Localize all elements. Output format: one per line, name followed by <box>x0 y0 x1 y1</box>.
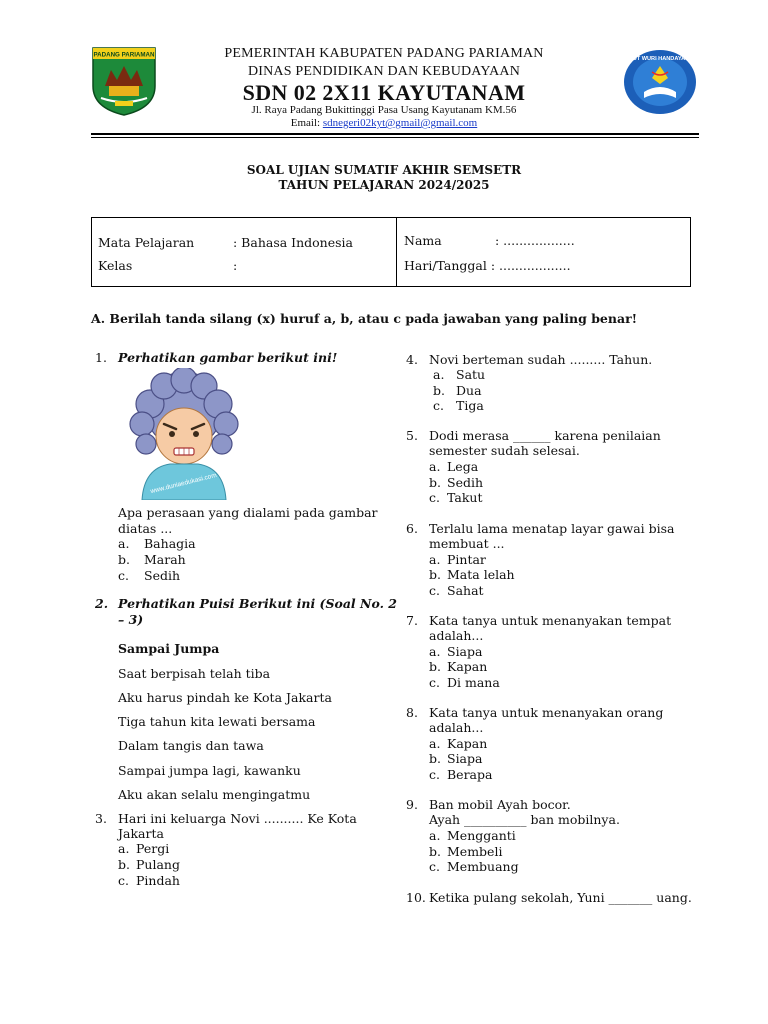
email-label: Email: <box>290 117 323 129</box>
question-number: 1. <box>95 350 107 365</box>
option-text: Mata lelah <box>447 567 515 582</box>
class-label: Kelas <box>98 258 133 273</box>
option-text: Pintar <box>447 552 486 567</box>
poem-line: Aku harus pindah ke Kota Jakarta <box>118 690 332 705</box>
academic-year: TAHUN PELAJARAN 2024/2025 <box>278 178 490 192</box>
question-text-line1: Perhatikan Puisi Berikut ini (Soal No. 2 <box>118 596 397 611</box>
option-letter: b. <box>429 659 441 674</box>
question-text-line1: Kata tanya untuk menanyakan tempat <box>429 613 672 628</box>
question-text: Perhatikan gambar berikut ini! <box>118 350 338 365</box>
name-value: : .................. <box>495 233 575 248</box>
image-watermark: www.duniaedukasi.com <box>149 471 218 496</box>
option-text: Di mana <box>447 675 500 690</box>
question-1-prompt <box>118 505 378 536</box>
question-number: 10. <box>406 890 426 905</box>
option-letter: b. <box>429 844 441 859</box>
question-text-line2: Jakarta <box>118 826 164 841</box>
question-number: 8. <box>406 705 418 720</box>
question-number: 3. <box>95 811 107 826</box>
question-text: Ketika pulang sekolah, Yuni _______ uang. <box>429 890 692 905</box>
poem-line: Saat berpisah telah tiba <box>118 666 271 681</box>
question-text-line1: Kata tanya untuk menanyakan orang <box>429 705 664 720</box>
info-box-divider <box>396 218 397 286</box>
poem-line: Aku akan selalu mengingatmu <box>118 787 311 802</box>
question-text-line2: semester sudah selesai. <box>429 443 580 458</box>
government-name: PEMERINTAH KABUPATEN PADANG PARIAMAN <box>224 46 544 61</box>
option-letter: b. <box>118 552 130 567</box>
option-text: Siapa <box>447 751 483 766</box>
section-a-instruction: A. Berilah tanda silang (x) huruf a, b, atau c pada jawaban yang paling benar! <box>91 311 638 326</box>
option-letter: a. <box>429 552 441 567</box>
school-email-line <box>0 117 768 129</box>
option-letter: c. <box>429 583 440 598</box>
letterhead-rule-thin <box>91 137 699 138</box>
option-text: Dua <box>456 383 482 398</box>
option-letter: c. <box>429 767 440 782</box>
question-number: 4. <box>406 352 418 367</box>
option-letter: a. <box>429 459 441 474</box>
poem-line: Dalam tangis dan tawa <box>118 738 264 753</box>
question-text-line1: Terlalu lama menatap layar gawai bisa <box>429 521 675 536</box>
angry-child-illustration <box>120 368 248 500</box>
question-text-line1: Dodi merasa ______ karena penilaian <box>429 428 661 443</box>
option-letter: c. <box>429 859 440 874</box>
option-text: Sedih <box>144 568 181 583</box>
date-label: Hari/Tanggal : .................. <box>404 258 571 273</box>
option-text: Sedih <box>447 475 484 490</box>
option-text: Membuang <box>447 859 519 874</box>
student-info-box <box>91 217 691 287</box>
regency-logo-text: PADANG PARIAMAN <box>93 51 155 59</box>
exam-title: SOAL UJIAN SUMATIF AKHIR SEMSETR <box>246 163 522 177</box>
option-text: Membeli <box>447 844 503 859</box>
question-text-line2: adalah... <box>429 720 484 735</box>
option-text: Marah <box>144 552 186 567</box>
question-number: 5. <box>406 428 418 443</box>
option-text: Mengganti <box>447 828 516 843</box>
option-letter: c. <box>433 398 444 413</box>
poem-line: Sampai jumpa lagi, kawanku <box>118 763 301 778</box>
option-text: Satu <box>456 367 486 382</box>
tut-wuri-logo-text: TUT WURI HANDAYANI <box>629 56 691 62</box>
option-text: Berapa <box>447 767 493 782</box>
option-letter: a. <box>429 644 441 659</box>
question-text-line2: membuat ... <box>429 536 505 551</box>
school-address: Jl. Raya Padang Bukittinggi Pasa Usang Kayutanam KM.56 <box>251 104 517 116</box>
question-text-line1: Hari ini keluarga Novi .......... Ke Kota <box>118 811 357 826</box>
question-text-line2: Ayah __________ ban mobilnya. <box>429 812 620 827</box>
school-name: SDN 02 2X11 KAYUTANAM <box>242 80 526 105</box>
question-number: 7. <box>406 613 418 628</box>
option-text: Kapan <box>447 736 488 751</box>
subject-value: : Bahasa Indonesia <box>233 235 353 250</box>
option-letter: b. <box>118 857 130 872</box>
option-letter: a. <box>118 536 130 551</box>
option-text: Siapa <box>447 644 483 659</box>
option-text: Tiga <box>456 398 484 413</box>
option-text: Pulang <box>136 857 180 872</box>
question-1-prompt-line1: Apa perasaan yang dialami pada gambar <box>118 505 378 520</box>
option-letter: a. <box>433 367 445 382</box>
question-text-line1: Ban mobil Ayah bocor. <box>429 797 571 812</box>
option-letter: a. <box>429 736 441 751</box>
poem-line: Tiga tahun kita lewati bersama <box>118 714 316 729</box>
email-link[interactable]: sdnegeri02kyt@gmail@gmail.com <box>322 117 478 129</box>
option-text: Bahagia <box>144 536 196 551</box>
option-text: Takut <box>447 490 483 505</box>
option-letter: c. <box>118 873 129 888</box>
question-number: 9. <box>406 797 418 812</box>
option-text: Pergi <box>136 841 170 856</box>
option-letter: b. <box>429 567 441 582</box>
letterhead-rule-thick <box>91 133 699 135</box>
question-text: Novi berteman sudah ......... Tahun. <box>429 352 653 367</box>
poem-title: Sampai Jumpa <box>118 641 220 656</box>
option-letter: b. <box>433 383 445 398</box>
option-letter: c. <box>118 568 129 583</box>
name-label: Nama <box>404 233 442 248</box>
option-text: Sahat <box>447 583 484 598</box>
option-letter: a. <box>429 828 441 843</box>
option-letter: c. <box>429 490 440 505</box>
question-number: 6. <box>406 521 418 536</box>
question-text-line2: adalah... <box>429 628 484 643</box>
option-text: Lega <box>447 459 479 474</box>
option-letter: b. <box>429 475 441 490</box>
question-text-line2: – 3) <box>118 612 144 627</box>
question-1-prompt-line2: diatas ... <box>118 520 173 536</box>
option-letter: b. <box>429 751 441 766</box>
option-text: Kapan <box>447 659 488 674</box>
department-name: DINAS PENDIDIKAN DAN KEBUDAYAAN <box>247 64 521 79</box>
class-value: : <box>233 258 238 273</box>
option-letter: c. <box>429 675 440 690</box>
question-number: 2. <box>95 596 109 611</box>
option-letter: a. <box>118 841 130 856</box>
subject-label: Mata Pelajaran <box>98 235 195 250</box>
option-text: Pindah <box>136 873 180 888</box>
